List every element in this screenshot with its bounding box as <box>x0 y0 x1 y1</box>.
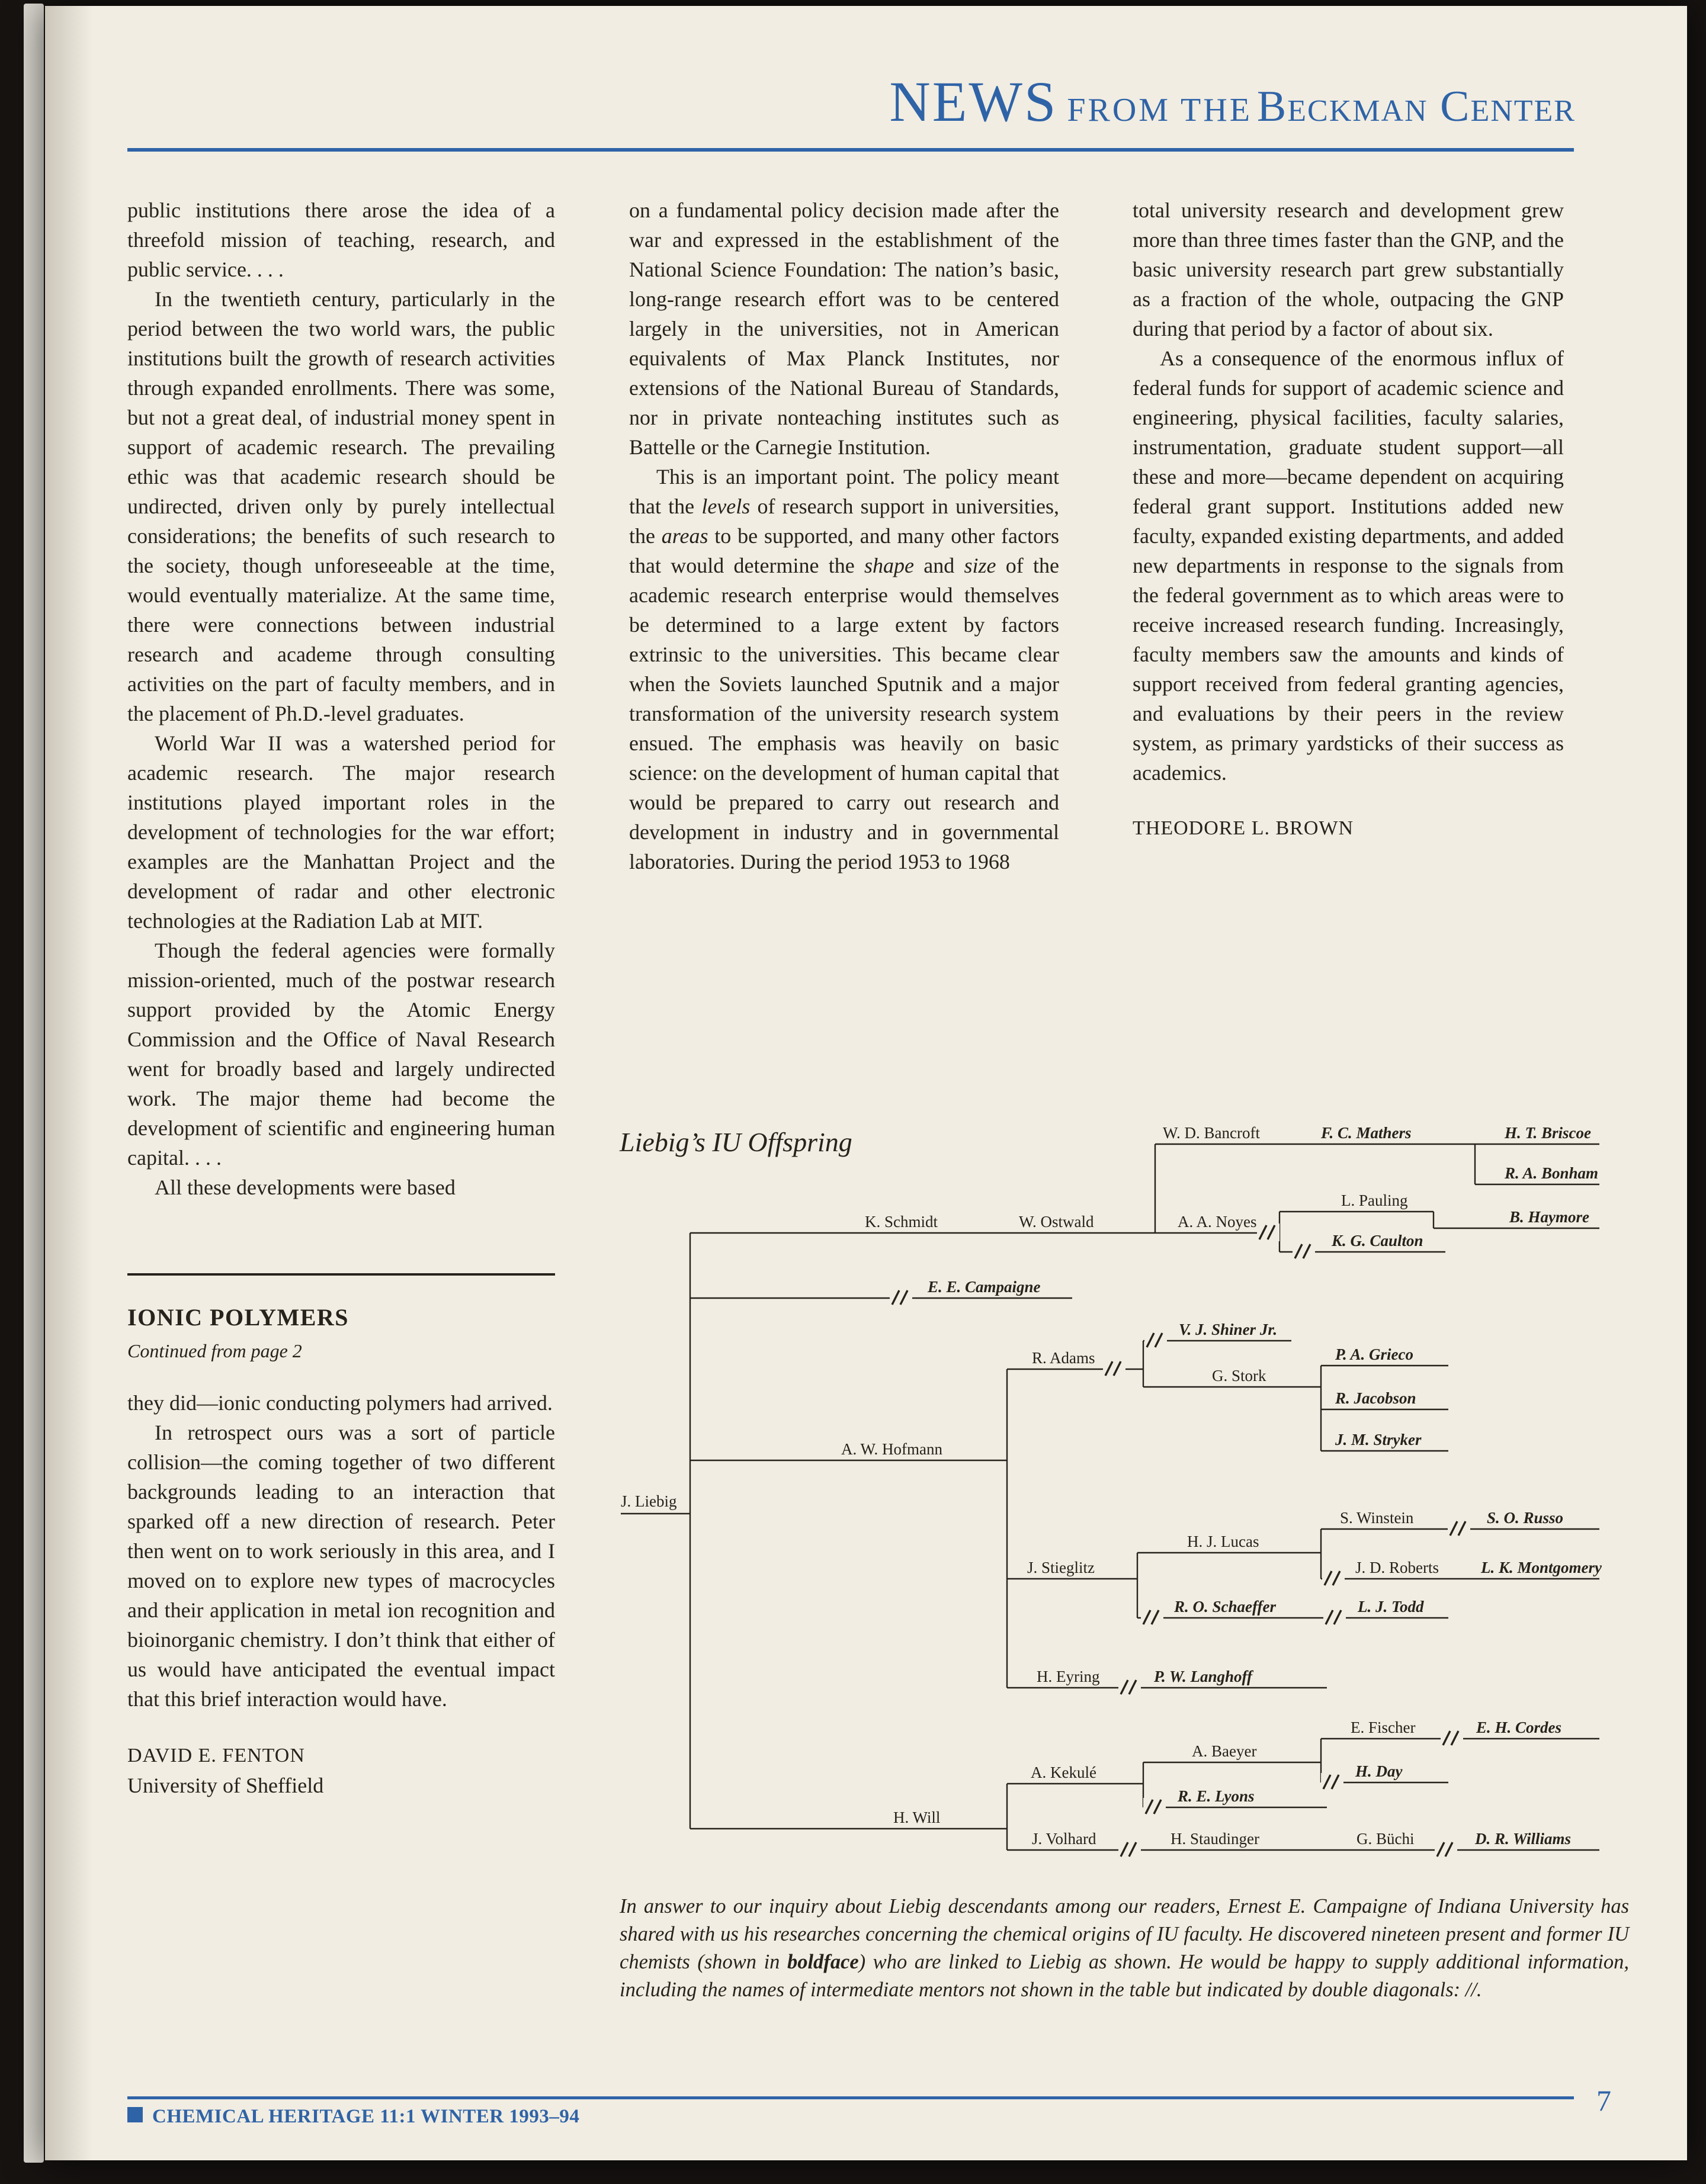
footer-square-icon <box>127 2107 143 2122</box>
column-1 <box>127 195 555 1800</box>
tree-node-label: V. J. Shiner Jr. <box>1179 1321 1278 1338</box>
page-crease-shadow <box>45 6 92 2160</box>
tree-node-label: E. H. Cordes <box>1476 1719 1562 1736</box>
tree-node-label: H. Will <box>893 1809 941 1826</box>
paragraph: World War II was a watershed period for academic research. The major research institutions played important roles in the development of technologies for the war effort; examples are the Manhattan Project and the development of radar and other electronic technologies at the Radiation Lab at MIT. <box>127 731 555 933</box>
tree-node-label: J. M. Stryker <box>1335 1431 1422 1448</box>
diagram-title: Liebig’s IU Offspring <box>620 1127 852 1157</box>
footer-journal-line <box>127 2106 579 2128</box>
paragraph: All these developments were based <box>155 1175 456 1199</box>
text-segment: and <box>913 554 964 577</box>
paragraph: they did—ionic conducting polymers had arrived. <box>127 1391 553 1415</box>
tree-node-label: L. J. Todd <box>1358 1598 1424 1615</box>
tree-node-label: G. Stork <box>1212 1367 1266 1385</box>
paragraph: total university research and development grew more than three times faster than the GNP, and the basic university research part grew substantially as a fraction of the whole, outpacing the GNP during that period by a factor of about six. <box>1133 198 1564 341</box>
text-segment: size <box>964 554 996 577</box>
page-header <box>533 69 1576 134</box>
text-segment: In answer to our inquiry about Liebig descendants among our readers, Ernest E. Campaigne of Indiana University has shared with us his researches concerning the chemical origins of IU faculty. He discovered nineteen present and former IU chemists (shown in <box>620 1895 1629 1973</box>
tree-node-label: G. Büchi <box>1357 1830 1415 1848</box>
text-segment: to be supported, and many other factors that would determine the <box>629 524 1059 577</box>
header-rule <box>127 148 1574 152</box>
section-divider-rule <box>127 1273 555 1276</box>
diagram-caption <box>620 1893 1629 2004</box>
page-number: 7 <box>1596 2084 1611 2117</box>
column-2 <box>629 195 1059 876</box>
tree-node-label: R. O. Schaeffer <box>1174 1598 1276 1615</box>
text-segment: shape <box>864 554 914 577</box>
author-byline: DAVID E. FENTON <box>127 1745 305 1767</box>
paragraph <box>629 462 1059 876</box>
author-byline: THEODORE L. BROWN <box>1133 817 1354 839</box>
tree-node-label: J. Liebig <box>621 1492 677 1510</box>
tree-node-label: W. D. Bancroft <box>1163 1124 1260 1142</box>
paragraph: In retrospect ours was a sort of particle collision—the coming together of two different backgrounds leading to an interaction that sparked off a new direction of research. Peter then went on to work seriously in this area, and I moved on to explore new types of macrocycles and their application in metal ion recognition and bioinorganic chemistry. I don’t think that either of us would have anticipated the eventual impact that this brief interaction would have. <box>127 1421 555 1711</box>
tree-node-label: J. Stieglitz <box>1027 1559 1095 1576</box>
column-3 <box>1133 195 1564 843</box>
tree-node-label: B. Haymore <box>1509 1208 1589 1226</box>
text-segment: boldface <box>787 1951 859 1973</box>
paragraph: on a fundamental policy decision made after the war and expressed in the establishment of the National Science Foundation: The nation’s basic, long-range research effort was to be centered largely in the universities, not in American equivalents of Max Planck Institutes, nor extensions of the National Bureau of Standards, nor in private nonteaching institutes such as Battelle or the Carnegie Institution. <box>629 198 1059 459</box>
paragraph: public institutions there arose the idea of a threefold mission of teaching, research, and public service. . . . <box>127 198 555 281</box>
tree-node-label: L. K. Montgomery <box>1481 1559 1602 1576</box>
tree-node-label: J. Volhard <box>1032 1830 1096 1848</box>
tree-node-label: A. A. Noyes <box>1178 1213 1257 1231</box>
adjacent-page-edge <box>24 4 44 2163</box>
tree-node-label: P. A. Grieco <box>1335 1345 1413 1363</box>
tree-node-label: H. Day <box>1355 1762 1403 1780</box>
paragraph: As a consequence of the enormous influx of federal funds for support of academic science and engineering, physical facilities, faculty salaries, instrumentation, graduate student support—all these and more—became dependent on acquiring federal grant support. Institutions added new faculty, expanded existing departments, and added new departments in response to the signals from the federal government as to which areas were to receive increased research funding. Increasingly, faculty members saw the amounts and kinds of support received from federal granting agencies, and evaluations by their peers in the review system, as primary yardsticks of their success as academics. <box>1133 346 1564 785</box>
tree-node-label: E. Fischer <box>1351 1719 1416 1736</box>
footer-journal-text: CHEMICAL HERITAGE 11:1 WINTER 1993–94 <box>152 2106 580 2127</box>
section-heading-ionic-polymers: IONIC POLYMERS <box>127 1304 349 1331</box>
tree-node-label: S. O. Russo <box>1487 1509 1564 1527</box>
tree-node-label: F. C. Mathers <box>1321 1124 1412 1142</box>
continued-from-note: Continued from page 2 <box>127 1340 302 1361</box>
tree-node-label: K. G. Caulton <box>1332 1232 1423 1250</box>
tree-node-label: A. Baeyer <box>1192 1742 1257 1760</box>
text-segment: of research support in universities, the <box>629 494 1059 548</box>
tree-node-label: L. Pauling <box>1341 1191 1408 1209</box>
tree-node-label: E. E. Campaigne <box>928 1278 1041 1296</box>
tree-node-label: J. D. Roberts <box>1355 1559 1439 1576</box>
author-affiliation: University of Sheffield <box>127 1774 324 1797</box>
tree-node-label: P. W. Langhoff <box>1154 1668 1253 1685</box>
tree-node-label: R. E. Lyons <box>1178 1787 1255 1805</box>
tree-node-label: W. Ostwald <box>1019 1213 1094 1231</box>
text-segment: of the academic research enterprise would themselves be determined to a large extent by factors extrinsic to the universities. This became clear when the Soviets launched Sputnik and a major transformation of the university research system ensued. The emphasis was heavily on basic science: on the development of human capital that would be prepared to carry out research and development in industry and in governmental laboratories. During the period 1953 to 1968 <box>629 554 1059 873</box>
tree-node-label: H. Eyring <box>1037 1668 1100 1685</box>
header-title-news: NEWS <box>889 70 1058 133</box>
text-segment: ) who are linked to Liebig as shown. He would be happy to supply additional information, including the names of intermediate mentors not shown in the table but indicated by double diagonals: //. <box>620 1951 1629 2001</box>
tree-node-label: A. Kekulé <box>1031 1764 1096 1781</box>
paragraph: In the twentieth century, particularly in the period between the two world wars, the public institutions built the growth of research activities through expanded enrollments. There was some, but not a great deal, of industrial money spent in support of academic research. The prevailing ethic was that academic research should be undirected, driven only by purely intellectual considerations; the benefits of such research to the society, though unforeseeable at the time, would eventually materialize. At the same time, there were connections between industrial research and academe through consulting activities on the part of faculty members, and in the placement of Ph.D.-level graduates. <box>127 287 555 725</box>
tree-node-label: S. Winstein <box>1340 1509 1414 1527</box>
text-segment: areas <box>661 524 708 548</box>
tree-node-label: H. T. Briscoe <box>1505 1124 1592 1142</box>
text-segment: This is an important point. The policy meant that the <box>629 465 1059 518</box>
tree-node-label: D. R. Williams <box>1475 1830 1572 1848</box>
paragraph: Though the federal agencies were formally mission-oriented, much of the postwar research support provided by the Atomic Energy Commission and the Office of Naval Research went for broadly based and largely undirected work. The major theme had become the development of scientific and engineering human capital. . . . <box>127 939 555 1170</box>
ionic-polymers-body <box>127 1388 555 1714</box>
tree-node-label: K. Schmidt <box>865 1213 938 1231</box>
tree-node-label: R. Adams <box>1032 1349 1095 1367</box>
liebig-genealogy-diagram <box>604 1113 1665 1877</box>
tree-node-label: R. Jacobson <box>1335 1389 1416 1407</box>
header-title-beckman-center: Beckman Center <box>1256 82 1576 131</box>
tree-node-label: A. W. Hofmann <box>841 1440 942 1458</box>
tree-node-label: R. A. Bonham <box>1505 1164 1599 1182</box>
tree-node-label: H. J. Lucas <box>1187 1533 1259 1550</box>
text-segment: levels <box>701 494 751 518</box>
footer-rule <box>127 2096 1574 2099</box>
header-title-from-the: FROM THE <box>1067 92 1252 129</box>
tree-node-label: H. Staudinger <box>1171 1830 1259 1848</box>
